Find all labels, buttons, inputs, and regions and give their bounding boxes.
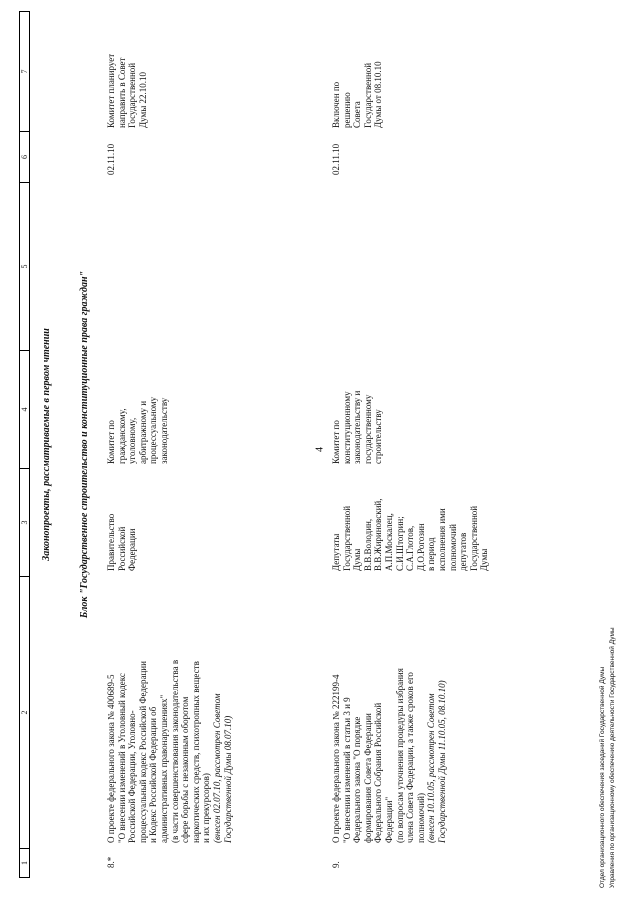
committee-line: строительству: [373, 409, 384, 464]
bill-description: [331, 668, 448, 843]
initiator-line: Государственной: [468, 505, 479, 571]
header-divider: [20, 350, 29, 351]
initiator-line: Правительство: [106, 513, 116, 571]
desc-line: и их прекурсоров): [201, 773, 212, 843]
initiator-line: Федерации: [127, 528, 138, 571]
header-divider: [20, 182, 29, 183]
initiator-line: В.В.Володин,: [362, 518, 373, 571]
committee-line: конституционному: [341, 391, 352, 464]
initiator-line: В.В.Жириновский,: [373, 498, 384, 571]
footer-line: Управления по организационному обеспечению деятельности Государственной Думы: [609, 627, 616, 888]
desc-line: О проекте федерального закона № 222199-4: [331, 674, 341, 843]
initiator-line: полномочий: [447, 524, 458, 571]
desc-line: и Кодекс Российской Федерации об: [148, 706, 159, 843]
desc-line: Федерального закона "О порядке: [352, 716, 363, 843]
header-col-7: 7: [20, 69, 29, 74]
desc-line: Российской Федерации, Уголовно-: [127, 710, 138, 843]
row-note: [106, 54, 148, 128]
desc-line: Федерации": [383, 796, 394, 843]
initiator-line: в период: [426, 537, 437, 571]
review-date: 02.11.10: [106, 143, 116, 175]
committee: [106, 397, 170, 464]
note-line: Государственной: [362, 62, 373, 128]
note-line: решению: [341, 92, 352, 128]
initiator-line: исполнения ими: [436, 508, 447, 571]
initiator: [331, 499, 490, 571]
agenda-table: [19, 11, 583, 878]
desc-line: формирования Совета Федерации: [362, 713, 373, 843]
header-divider: [20, 131, 29, 132]
header-col-1: 1: [20, 861, 29, 865]
initiator-line: Д.О.Рогозин: [415, 523, 426, 571]
initiator-line: Государственной: [341, 505, 352, 571]
desc-note-line: (внесен 02.07.10, рассмотрен Советом: [211, 693, 222, 843]
initiator-line: депутатов: [458, 532, 469, 571]
note-line: Государственной: [127, 62, 138, 128]
row-number: 9.: [331, 861, 341, 868]
initiator-line: Российской: [116, 526, 127, 571]
desc-line: полномочий): [415, 793, 426, 843]
section-title: Законопроекты, рассматриваемые в первом чтении: [41, 328, 52, 561]
committee: [331, 391, 384, 464]
bill-description: [106, 660, 233, 843]
desc-line: процессуальный кодекс Российской Федерации: [137, 661, 148, 843]
table-header-row: [19, 11, 30, 878]
footer-department: [598, 28, 622, 888]
note-line: Совета: [352, 101, 363, 128]
initiator-line: С.А.Глотов,: [405, 525, 416, 571]
desc-line: наркотических средств, психотропных веществ: [190, 661, 201, 843]
note-line: направить в Совет: [116, 57, 127, 128]
header-divider: [20, 848, 29, 849]
initiator-line: Думы: [352, 548, 363, 571]
header-col-5: 5: [20, 264, 29, 269]
row-number: 8.*: [106, 856, 116, 868]
committee-line: арбитражному и: [137, 400, 148, 464]
committee-line: Комитет по: [331, 420, 341, 464]
row-note: [331, 61, 384, 128]
note-line: Думы от 08.10.10: [373, 61, 384, 128]
desc-note-line: Государственной Думы 11.10.05, 08.10.10): [436, 680, 447, 843]
desc-note-line: (внесен 10.10.05, рассмотрен Советом: [426, 693, 437, 843]
desc-line: "О внесении изменений в Уголовный кодекс: [116, 673, 127, 843]
initiator-line: Думы: [479, 548, 490, 571]
page-number: 4: [314, 447, 326, 452]
committee-line: законодательству и: [352, 390, 363, 464]
note-line: Комитет планирует: [106, 53, 116, 128]
review-date: 02.11.10: [331, 143, 341, 175]
header-divider: [20, 468, 29, 469]
committee-line: уголовному,: [127, 417, 138, 464]
committee-line: Комитет по: [106, 420, 116, 464]
header-col-3: 3: [20, 520, 29, 525]
committee-line: гражданскому,: [116, 408, 127, 464]
header-col-4: 4: [20, 407, 29, 412]
header-col-2: 2: [20, 710, 29, 715]
desc-line: сфере борьбы с незаконным оборотом: [180, 696, 191, 843]
desc-line: (по вопросам уточнения процедуры избрания: [394, 668, 405, 843]
desc-note-line: Государственной Думы 08.07.10): [222, 715, 233, 843]
initiator-line: А.П.Москалец,: [383, 513, 394, 571]
desc-line: "О внесении изменений в статьи 3 и 9: [341, 697, 352, 843]
initiator-line: Депутаты: [331, 533, 341, 571]
desc-line: Федерального Собрания Российской: [373, 702, 384, 843]
initiator: [106, 514, 138, 571]
committee-line: государственному: [362, 394, 373, 464]
desc-line: (в части совершенствования законодательства в: [169, 659, 180, 843]
note-line: Включен по: [331, 81, 341, 128]
desc-line: О проекте федерального закона № 400689-5: [106, 674, 116, 843]
header-col-6: 6: [20, 155, 29, 159]
note-line: Думы 22.10.10: [137, 71, 148, 128]
initiator-line: С.И.Штогрин;: [394, 516, 405, 571]
committee-line: законодательству: [158, 397, 169, 464]
desc-line: административных правонарушениях": [158, 694, 169, 843]
desc-line: члена Совета Федерации, а также сроков его: [405, 672, 416, 843]
footer-line: Отдел организационного обеспечения заседаний Государственной Думы: [599, 666, 606, 888]
header-divider: [20, 576, 29, 577]
block-title: Блок "Государственное строительство и конституционные права граждан": [79, 270, 90, 619]
committee-line: процессуальному: [148, 396, 159, 464]
